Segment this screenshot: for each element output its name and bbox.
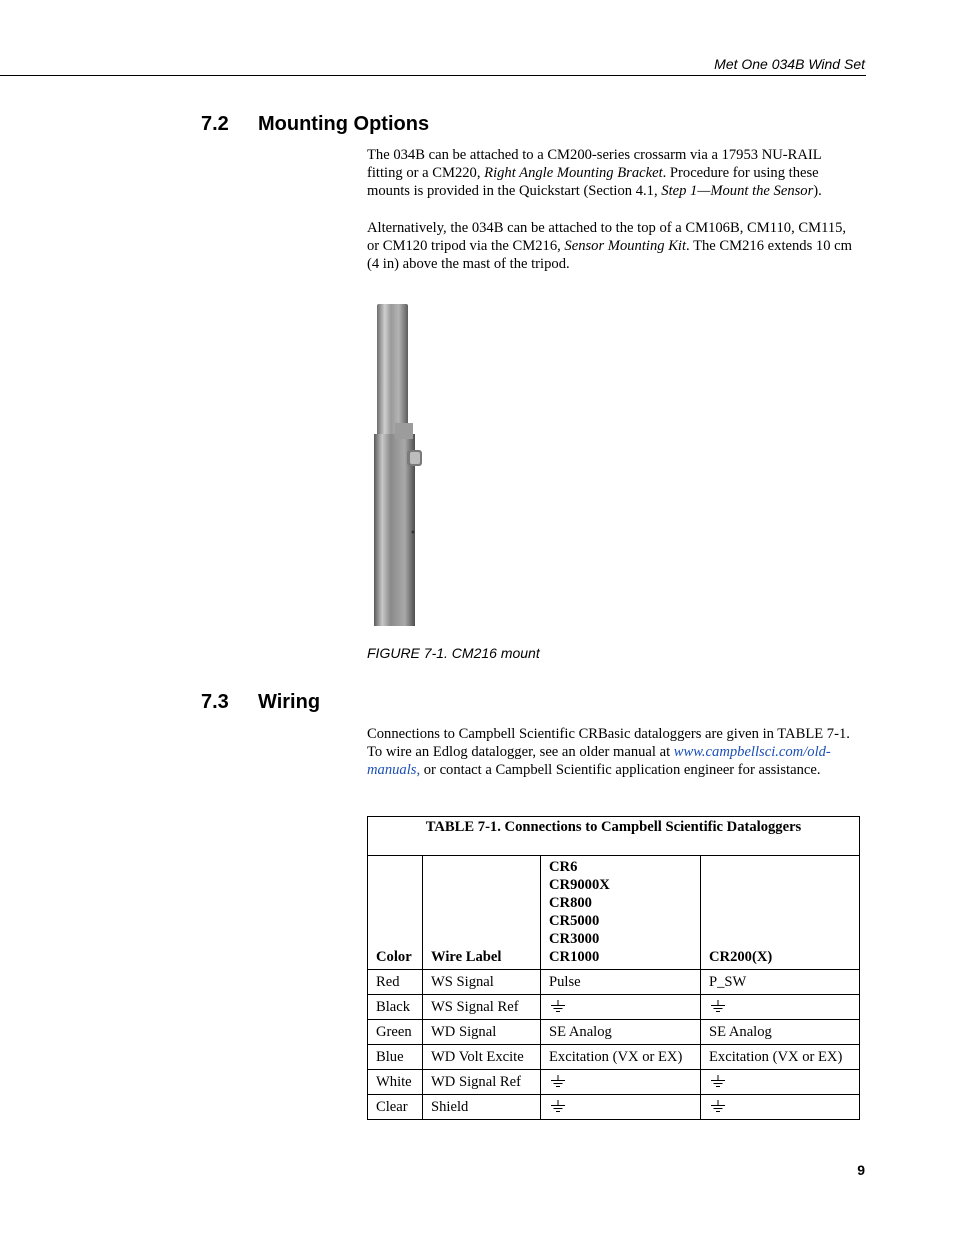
text-run: The 034B can be attached to a CM200-series crossarm via a 17953 NU-RAIL fitting or a CM220, [367,147,822,182]
header-color: Color [368,856,423,970]
italic-text: Sensor Mounting Kit [564,238,687,255]
table-cell-label: WS Signal [423,970,541,995]
header-logger: CR800 [549,895,592,911]
table-cell-color: Green [368,1020,423,1045]
header-logger: CR6 [549,859,578,875]
ground-cell [701,995,860,1020]
table-cell-a: Excitation (VX or EX) [541,1045,701,1070]
website-link[interactable]: www.campbellsci.com/old-manuals, [367,744,831,779]
ground-cell [701,1095,860,1120]
text-run: ). [813,183,822,200]
ground-icon [709,1099,727,1115]
header-wire-label: Wire Label [423,856,541,970]
header-logger: CR3000 [549,931,600,947]
table-title: TABLE 7-1. Connections to Campbell Scientific Dataloggers [368,817,860,856]
header-rule [0,75,866,76]
table-cell-color: Red [368,970,423,995]
text-run: . Procedure for using these mounts is provided in the Quickstart (Section 4.1, [367,165,819,200]
ground-icon [549,1074,567,1090]
running-header: Met One 034B Wind Set [714,56,865,72]
header-logger: CR5000 [549,913,600,929]
table-cell-label: WS Signal Ref [423,995,541,1020]
table-cell-b: Excitation (VX or EX) [701,1045,860,1070]
italic-text: Right Angle Mounting Bracket [484,165,663,182]
mounting-paragraph-1 [367,146,859,201]
text-run: Connections to Campbell Scientific CRBasic dataloggers are given in TABLE 7-1. To wire an Edlog datalogger, see an older manual at [367,726,850,761]
header-cr200: CR200(X) [701,856,860,970]
ground-icon [709,999,727,1015]
header-logger: CR1000 [549,949,600,965]
figure-caption: FIGURE 7-1. CM216 mount [367,645,540,661]
section-title: Mounting Options [258,113,430,135]
section-title: Wiring [258,691,321,713]
table-body [368,970,860,1120]
ground-cell [701,1070,860,1095]
table-cell-color: Black [368,995,423,1020]
table-cell-a: Pulse [541,970,701,995]
text-run: . The CM216 extends 10 cm (4 in) above the mast of the tripod. [367,238,852,273]
table-cell-label: WD Signal Ref [423,1070,541,1095]
italic-text: Step 1—Mount the Sensor [661,183,814,200]
connections-table [367,816,860,1120]
ground-icon [549,999,567,1015]
header-logger: CR9000X [549,877,610,893]
table-cell-color: Blue [368,1045,423,1070]
ground-cell [541,1070,701,1095]
table-cell-b: P_SW [701,970,860,995]
table-cell-label: Shield [423,1095,541,1120]
page-number: 9 [857,1162,865,1178]
table-row [368,995,860,1020]
header-crbasic [541,856,701,970]
section-heading-7-2 [201,113,429,136]
section-heading-7-3 [201,691,320,714]
ground-cell [541,995,701,1020]
ground-icon [549,1099,567,1115]
wiring-paragraph [367,725,859,780]
mounting-paragraph-2 [367,219,859,274]
table-cell-color: White [368,1070,423,1095]
table-cell-color: Clear [368,1095,423,1120]
section-number: 7.3 [201,691,229,713]
table-cell-label: WD Signal [423,1020,541,1045]
text-run: Alternatively, the 034B can be attached to the top of a CM106B, CM110, CM115, or CM120 tripod via the CM216, [367,220,847,255]
table-cell-a: SE Analog [541,1020,701,1045]
ground-icon [709,1074,727,1090]
ground-cell [541,1095,701,1120]
text-run: or contact a Campbell Scientific application engineer for assistance. [420,762,821,779]
table-cell-b: SE Analog [701,1020,860,1045]
table-row [368,970,860,995]
table-row [368,1070,860,1095]
table-row [368,1095,860,1120]
table-row [368,1045,860,1070]
table-cell-label: WD Volt Excite [423,1045,541,1070]
table-row [368,1020,860,1045]
section-number: 7.2 [201,113,229,135]
cm216-mount-figure [367,300,437,628]
